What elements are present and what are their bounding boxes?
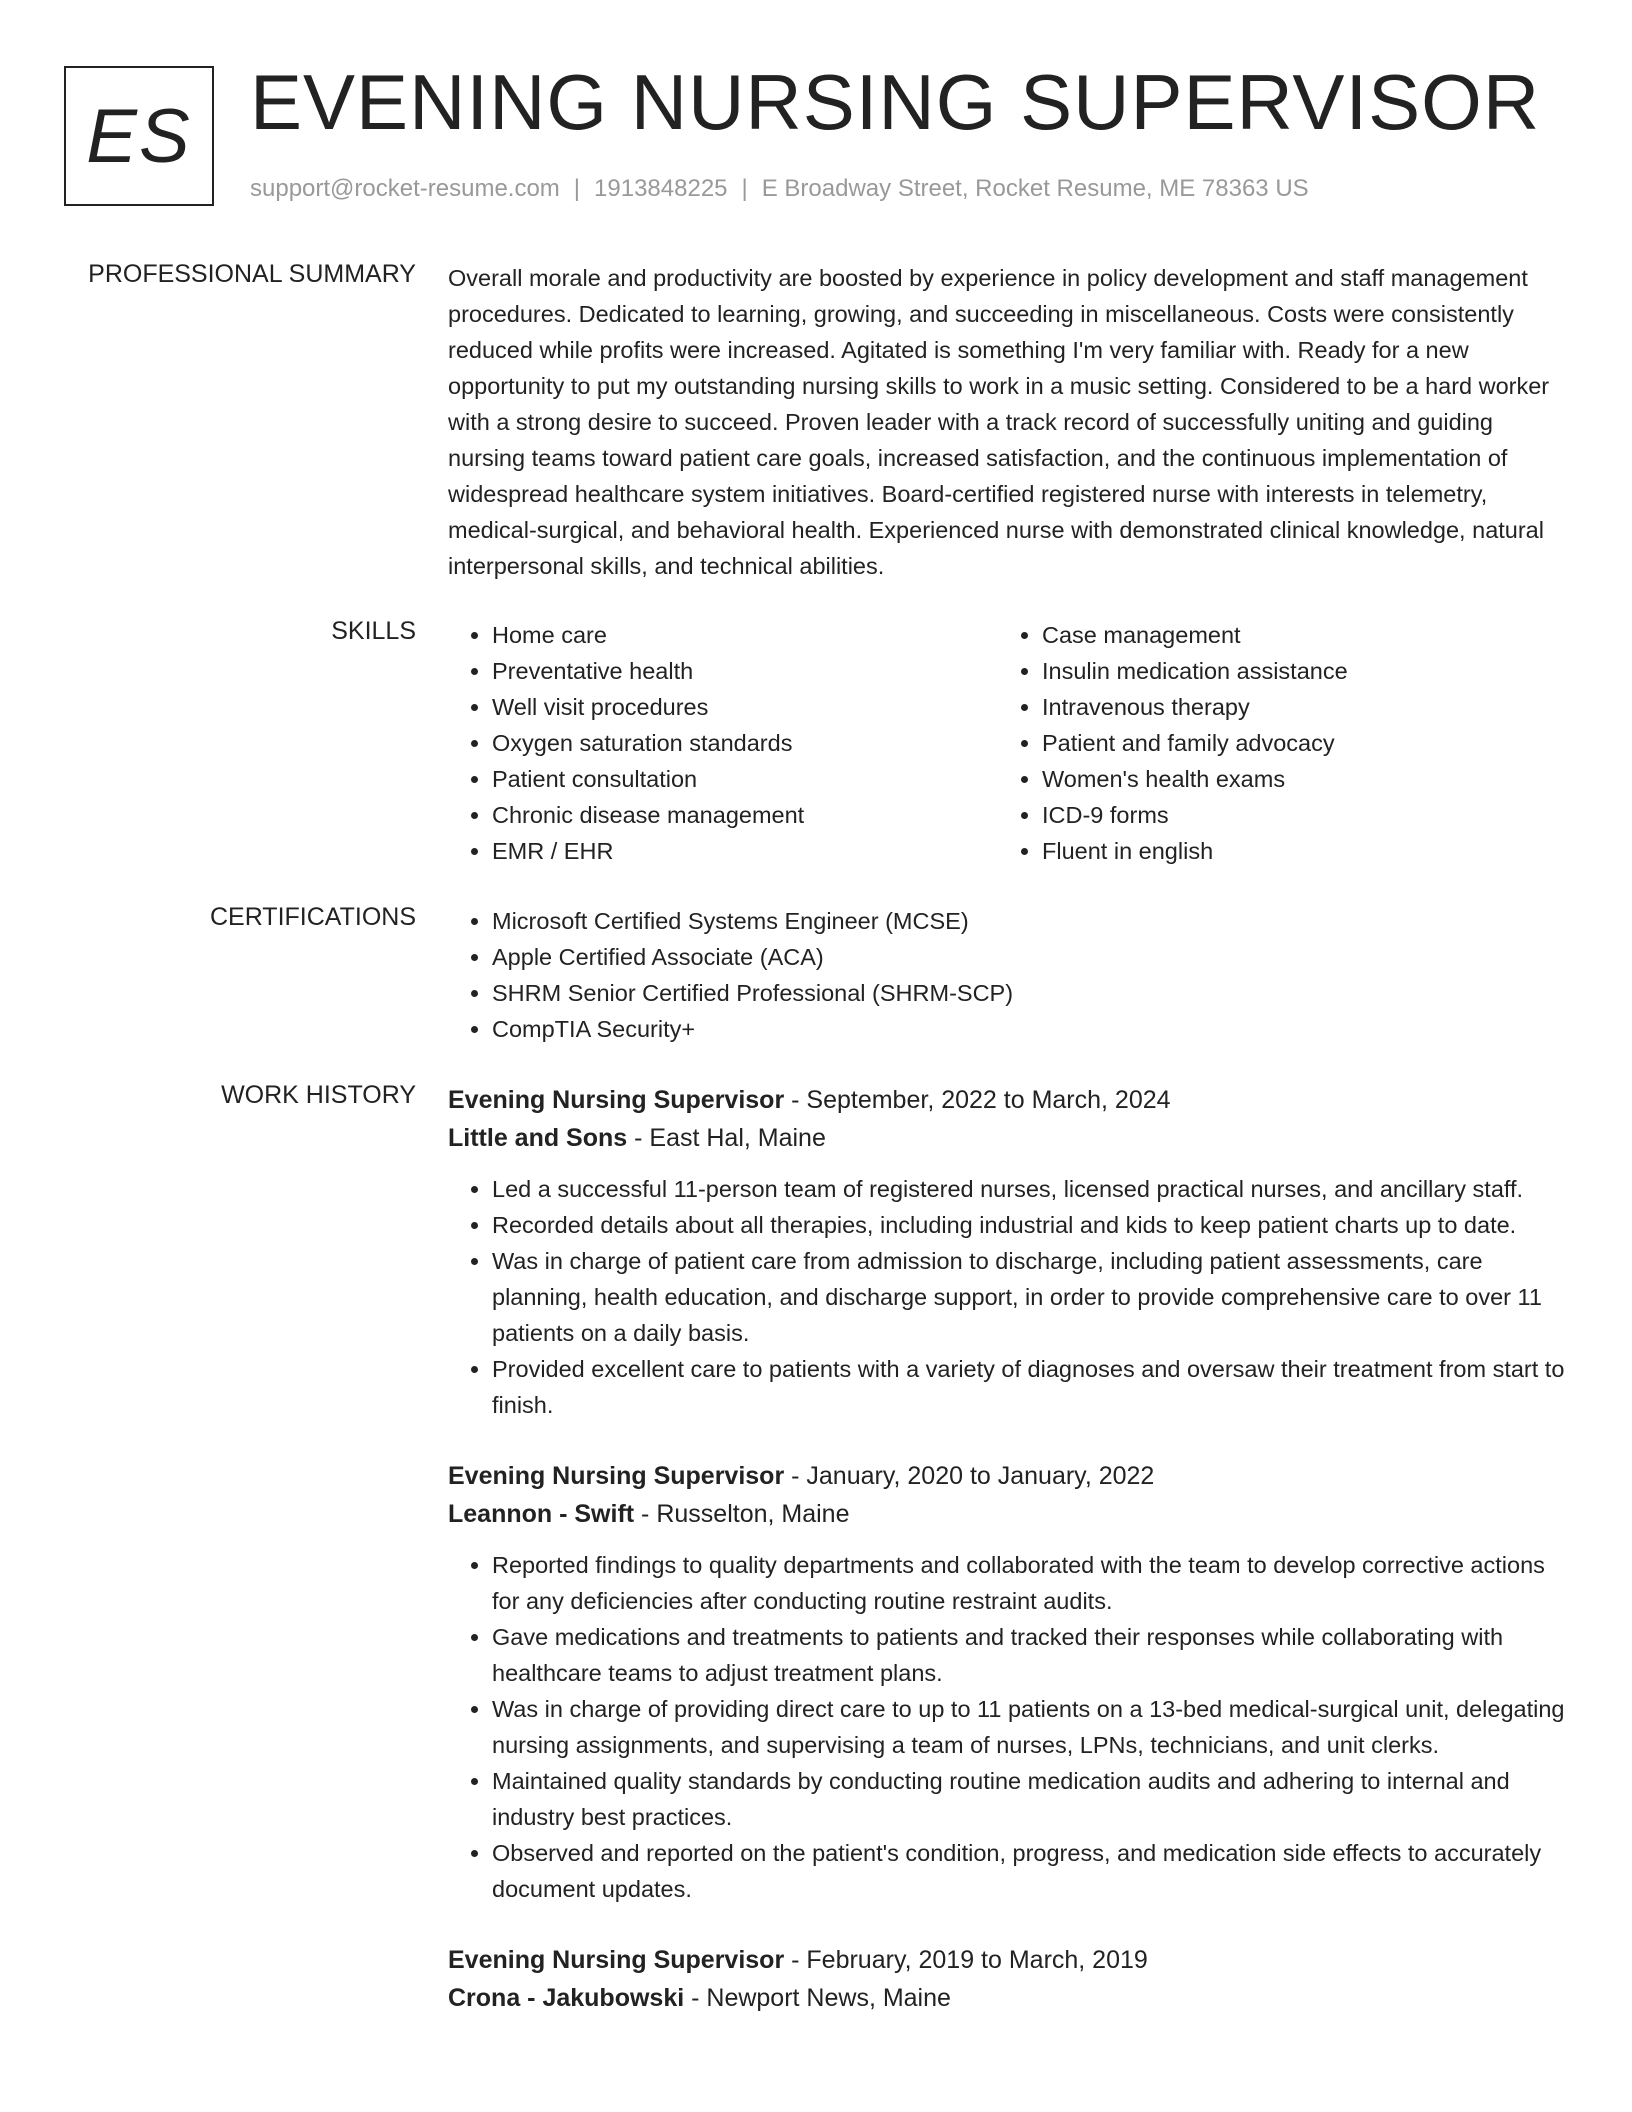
job-role: Evening Nursing Supervisor — [448, 1462, 785, 1490]
list-item: • Observed and reported on the patient's condition, progress, and medication side effects to accurately document updates. — [492, 1835, 1568, 1907]
contact-email: support@rocket-resume.com — [250, 175, 560, 202]
skills-list-right — [998, 617, 1548, 869]
list-item: • Women's health exams — [1042, 761, 1548, 797]
list-item: • Was in charge of patient care from admission to discharge, including patient assessments, care planning, health education, and discharge support, in order to provide comprehensive care to over 11 patients on a daily basis. — [492, 1243, 1568, 1351]
job-dates: - September, 2022 to March, 2024 — [784, 1086, 1171, 1114]
list-item: • Maintained quality standards by conducting routine medication audits and adhering to internal and industry best practices. — [492, 1763, 1568, 1835]
section-label-skills: SKILLS — [331, 617, 416, 645]
job-role-line — [448, 1081, 1568, 1119]
job-location: - Newport News, Maine — [684, 1984, 951, 2012]
section-label-work-history: WORK HISTORY — [221, 1081, 416, 1109]
list-item: • Insulin medication assistance — [1042, 653, 1548, 689]
work-history-body — [448, 1081, 1568, 2051]
list-item: • Microsoft Certified Systems Engineer (MCSE) — [492, 903, 1568, 939]
list-item: • Fluent in english — [1042, 833, 1548, 869]
job-company: Leannon - Swift — [448, 1500, 635, 1528]
list-item: • SHRM Senior Certified Professional (SHRM-SCP) — [492, 975, 1568, 1011]
job-company: Little and Sons — [448, 1124, 628, 1152]
list-item: • Chronic disease management — [492, 797, 998, 833]
skills-columns — [448, 617, 1568, 869]
section-label-certifications: CERTIFICATIONS — [209, 903, 416, 931]
skills-list-left — [448, 617, 998, 869]
list-item: • Apple Certified Associate (ACA) — [492, 939, 1568, 975]
job-dates: - February, 2019 to March, 2019 — [784, 1946, 1148, 1974]
list-item: • Led a successful 11-person team of registered nurses, licensed practical nurses, and ancillary staff. — [492, 1171, 1568, 1207]
certifications-list — [448, 903, 1568, 1047]
list-item: • Provided excellent care to patients with a variety of diagnoses and oversaw their treatment from start to finish. — [492, 1351, 1568, 1423]
initials-monogram — [64, 66, 214, 206]
job-location: - East Hal, Maine — [627, 1124, 826, 1152]
list-item: • Well visit procedures — [492, 689, 998, 725]
job-role: Evening Nursing Supervisor — [448, 1946, 785, 1974]
job-bullets — [448, 1171, 1568, 1423]
list-item: • Patient consultation — [492, 761, 998, 797]
job-role-line — [448, 1941, 1568, 1979]
list-item: • Oxygen saturation standards — [492, 725, 998, 761]
job-company-line — [448, 1119, 1568, 1157]
summary-text: Overall morale and productivity are boosted by experience in policy development and staff management procedures. Dedicated to learning, growing, and succeeding in miscellaneous. Costs were consistently reduced while profits were increased. Agitated is something I'm very familiar with. Ready for a new opportunity to put my outstanding nursing skills to work in a music setting. Considered to be a hard worker with a strong desire to succeed. Proven leader with a track record of successfully uniting and guiding nursing teams toward patient care goals, increased satisfaction, and the continuous implementation of widespread healthcare system initiatives. Board-certified registered nurse with interests in telemetry, medical-surgical, and behavioral health. Experienced nurse with demonstrated clinical knowledge, natural interpersonal skills, and technical abilities. — [448, 265, 1550, 579]
list-item: • Preventative health — [492, 653, 998, 689]
contact-address: E Broadway Street, Rocket Resume, ME 78363 US — [761, 175, 1309, 202]
job-entry — [448, 1941, 1568, 2017]
job-bullets — [448, 1547, 1568, 1907]
list-item: • Reported findings to quality departments and collaborated with the team to develop corrective actions for any deficiencies after conducting routine restraint audits. — [492, 1547, 1568, 1619]
list-item: • Patient and family advocacy — [1042, 725, 1548, 761]
list-item: • Case management — [1042, 617, 1548, 653]
list-item: • Home care — [492, 617, 998, 653]
list-item: • Intravenous therapy — [1042, 689, 1548, 725]
list-item: • EMR / EHR — [492, 833, 998, 869]
contact-separator: | — [573, 175, 581, 202]
job-location: - Russelton, Maine — [634, 1500, 850, 1528]
job-company: Crona - Jakubowski — [448, 1984, 685, 2012]
job-company-line — [448, 1495, 1568, 1533]
resume-title: EVENING NURSING SUPERVISOR — [250, 58, 1541, 146]
job-entry — [448, 1457, 1568, 1907]
contact-separator: | — [741, 175, 748, 202]
initials-text: ES — [86, 93, 192, 179]
list-item: • Gave medications and treatments to patients and tracked their responses while collaborating with healthcare teams to adjust treatment plans. — [492, 1619, 1568, 1691]
job-role-line — [448, 1457, 1568, 1495]
job-dates: - January, 2020 to January, 2022 — [784, 1462, 1155, 1490]
contact-phone: 1913848225 — [594, 175, 728, 202]
list-item: • CompTIA Security+ — [492, 1011, 1568, 1047]
list-item: • ICD-9 forms — [1042, 797, 1548, 833]
job-role: Evening Nursing Supervisor — [448, 1086, 785, 1114]
job-entry — [448, 1081, 1568, 1423]
certifications-body — [448, 903, 1568, 1047]
list-item: • Was in charge of providing direct care to up to 11 patients on a 13-bed medical-surgical unit, delegating nursing assignments, and supervising a team of nurses, LPNs, technicians, and unit clerks. — [492, 1691, 1568, 1763]
contact-line — [250, 175, 1309, 203]
list-item: • Recorded details about all therapies, including industrial and kids to keep patient charts up to date. — [492, 1207, 1568, 1243]
section-label-summary: PROFESSIONAL SUMMARY — [88, 260, 416, 288]
job-company-line — [448, 1979, 1568, 2017]
